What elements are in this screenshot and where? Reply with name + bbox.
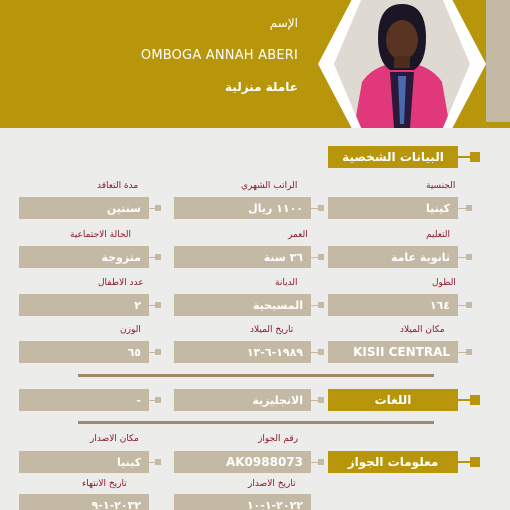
field-dot-icon <box>318 349 324 355</box>
field-dot-icon <box>466 302 472 308</box>
field-dot-icon <box>318 205 324 211</box>
field-dot-icon <box>466 349 472 355</box>
height-label: الطول <box>432 278 456 288</box>
weight-label: الوزن <box>120 325 141 335</box>
children-field: ٢ <box>19 294 149 316</box>
religion-label: الديانة <box>275 278 298 288</box>
birthplace-field: KISII CENTRAL <box>328 341 458 363</box>
children-label: عدد الاطفال <box>98 278 144 288</box>
weight-field: ٦٥ <box>19 341 149 363</box>
education-label: التعليم <box>426 230 450 240</box>
issue-date-field: ٢٠٢٢-١-١٠ <box>174 494 311 510</box>
education-field: ثانوية عامة <box>328 246 458 268</box>
field-dot-icon <box>318 397 324 403</box>
contract-label: مدة التعاقد <box>97 181 139 191</box>
marital-field: متزوجة <box>19 246 149 268</box>
section-square-icon <box>470 152 480 162</box>
personal-section-title: البيانات الشخصية <box>328 146 458 168</box>
name-label: الإسم <box>269 16 298 30</box>
expiry-label: تاريخ الانتهاء <box>82 479 127 489</box>
age-field: ٣٦ سنة <box>174 246 311 268</box>
salary-label: الراتب الشهري <box>241 181 298 191</box>
header-side-strip <box>486 0 510 122</box>
issue-place-field: كينيا <box>19 451 149 473</box>
expiry-field: ٢٠٣٢-١-٩ <box>19 494 149 510</box>
nationality-label: الجنسية <box>426 181 456 191</box>
birthdate-field: ١٩٨٩-٦-١٣ <box>174 341 311 363</box>
other-language-field: - <box>19 389 149 411</box>
age-label: العمر <box>288 230 308 240</box>
passport-section-title: معلومات الجواز <box>328 451 458 473</box>
field-dot-icon <box>318 459 324 465</box>
religion-field: المسيحية <box>174 294 311 316</box>
field-dot-icon <box>466 205 472 211</box>
issue-date-label: تاريخ الاصدار <box>248 479 296 489</box>
field-dot-icon <box>155 459 161 465</box>
field-dot-icon <box>155 205 161 211</box>
field-dot-icon <box>155 254 161 260</box>
height-field: ١٦٤ <box>328 294 458 316</box>
field-dot-icon <box>466 254 472 260</box>
birthdate-label: تاريخ الميلاد <box>250 325 294 335</box>
profile-photo <box>334 0 470 128</box>
contract-field: سنتين <box>19 197 149 219</box>
field-dot-icon <box>155 349 161 355</box>
section-divider <box>78 374 434 377</box>
field-dot-icon <box>155 302 161 308</box>
languages-section-title: اللغات <box>328 389 458 411</box>
field-dot-icon <box>318 254 324 260</box>
english-field: الانجليزية <box>174 389 311 411</box>
nationality-field: كينيا <box>328 197 458 219</box>
job-title: عاملة منزلية <box>225 80 298 94</box>
section-square-icon <box>470 395 480 405</box>
birthplace-label: مكان الميلاد <box>400 325 445 335</box>
section-square-icon <box>470 457 480 467</box>
field-dot-icon <box>318 302 324 308</box>
passport-number-label: رقم الجواز <box>258 434 299 444</box>
photo-frame <box>318 0 486 128</box>
salary-field: ١١٠٠ ريال <box>174 197 311 219</box>
passport-number-field: AK0988073 <box>174 451 311 473</box>
section-divider <box>78 421 434 424</box>
field-dot-icon <box>155 397 161 403</box>
issue-place-label: مكان الاصدار <box>90 434 139 444</box>
worker-name: OMBOGA ANNAH ABERI <box>140 48 298 63</box>
marital-label: الحالة الاجتماعية <box>70 230 131 240</box>
